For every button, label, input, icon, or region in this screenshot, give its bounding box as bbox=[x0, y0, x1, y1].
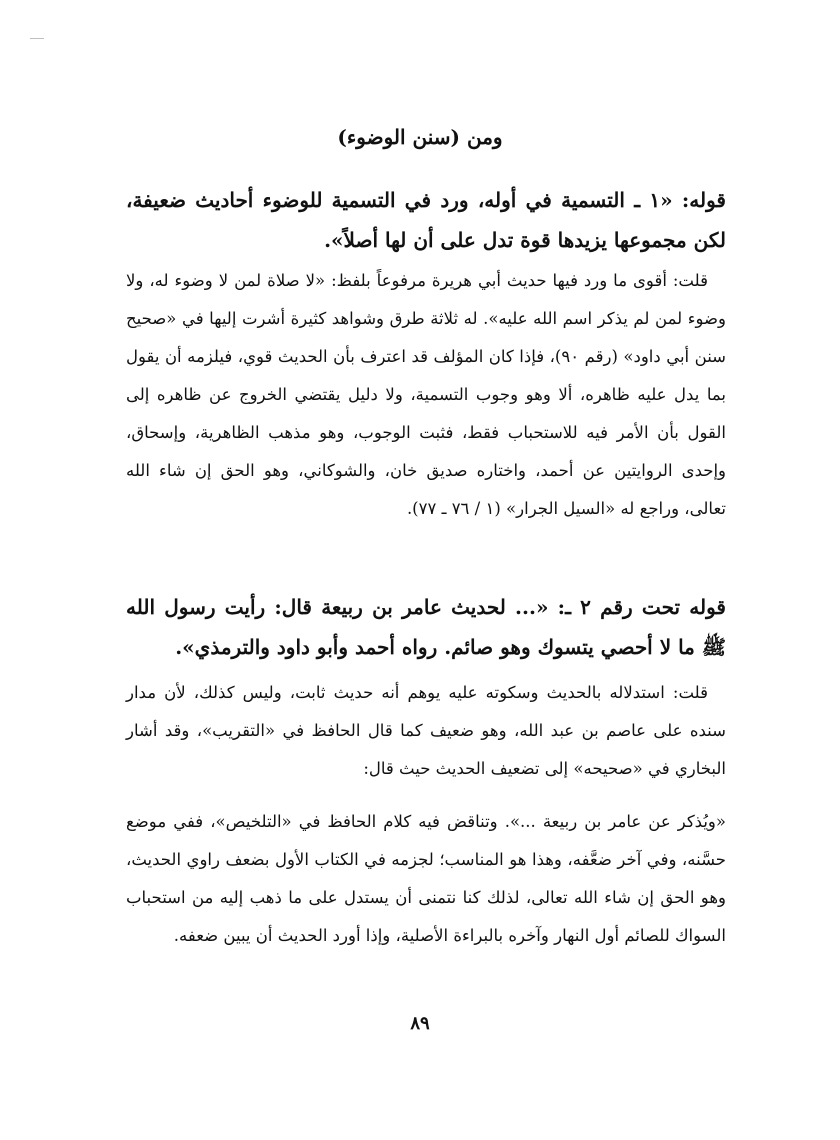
scan-mark bbox=[30, 38, 44, 39]
section-heading: ومن (سنن الوضوء) bbox=[337, 125, 503, 149]
quote-paragraph-2: قوله تحت رقم ٢ ـ: «... لحديث عامر بن ربيعة قال: رأيت رسول الله ﷺ ما لا أحصي يتسوك وهو صائم. رواه أحمد وأبو داود والترمذي». bbox=[126, 595, 726, 659]
page-number: ٨٩ bbox=[410, 1013, 430, 1034]
commentary-paragraph-1: قلت: أقوى ما ورد فيها حديث أبي هريرة مرفوعاً بلفظ: «لا صلاة لمن لا وضوء له، ولا وضوء لمن لم يذكر اسم الله عليه». له ثلاثة طرق وشواهد كثيرة أشرت إليها في «صحيح سنن أبي داود» (رقم ٩٠)، فإذا كان المؤلف قد اعترف بأن الحديث قوي، فيلزمه أن يقول بما يدل عليه ظاهره، ألا وهو وجوب التسمية، ولا دليل يقتضي الخروج عن ظاهره إلى القول بأن الأمر فيه للاستحباب فقط، فثبت الوجوب، وهو مذهب الظاهرية، وإسحاق، وإحدى الروايتين عن أحمد، واختاره صديق خان، والشوكاني، وهو الحق إن شاء الله تعالى، وراجع له «السيل الجرار» (١ / ٧٦ ـ ٧٧). bbox=[126, 271, 726, 518]
quote-paragraph-1: قوله: «١ ـ التسمية في أوله، ورد في التسمية للوضوء أحاديث ضعيفة، لكن مجموعها يزيدها قوة تدل على أن لها أصلاً». bbox=[126, 188, 726, 252]
commentary-paragraph-2: قلت: استدلاله بالحديث وسكوته عليه يوهم أنه حديث ثابت، وليس كذلك، لأن مدار سنده على عاصم بن عبد الله، وهو ضعيف كما قال الحافظ في «التقريب»، وقد أشار البخاري في «صحيحه» إلى تضعيف الحديث حيث قال: bbox=[126, 683, 726, 778]
commentary-paragraph-3: «ويُذكر عن عامر بن ربيعة ...». وتناقض فيه كلام الحافظ في «التلخيص»، ففي موضع حسَّنه، وفي آخر ضعَّفه، وهذا هو المناسب؛ لجزمه في الكتاب الأول بضعف راوي الحديث، وهو الحق إن شاء الله تعالى، لذلك كنا نتمنى أن يستدل على ما ذهب إليه من استحباب السواك للصائم أول النهار وآخره بالبراءة الأصلية، وإذا أورد الحديث أن يبين ضعفه. bbox=[126, 812, 726, 945]
